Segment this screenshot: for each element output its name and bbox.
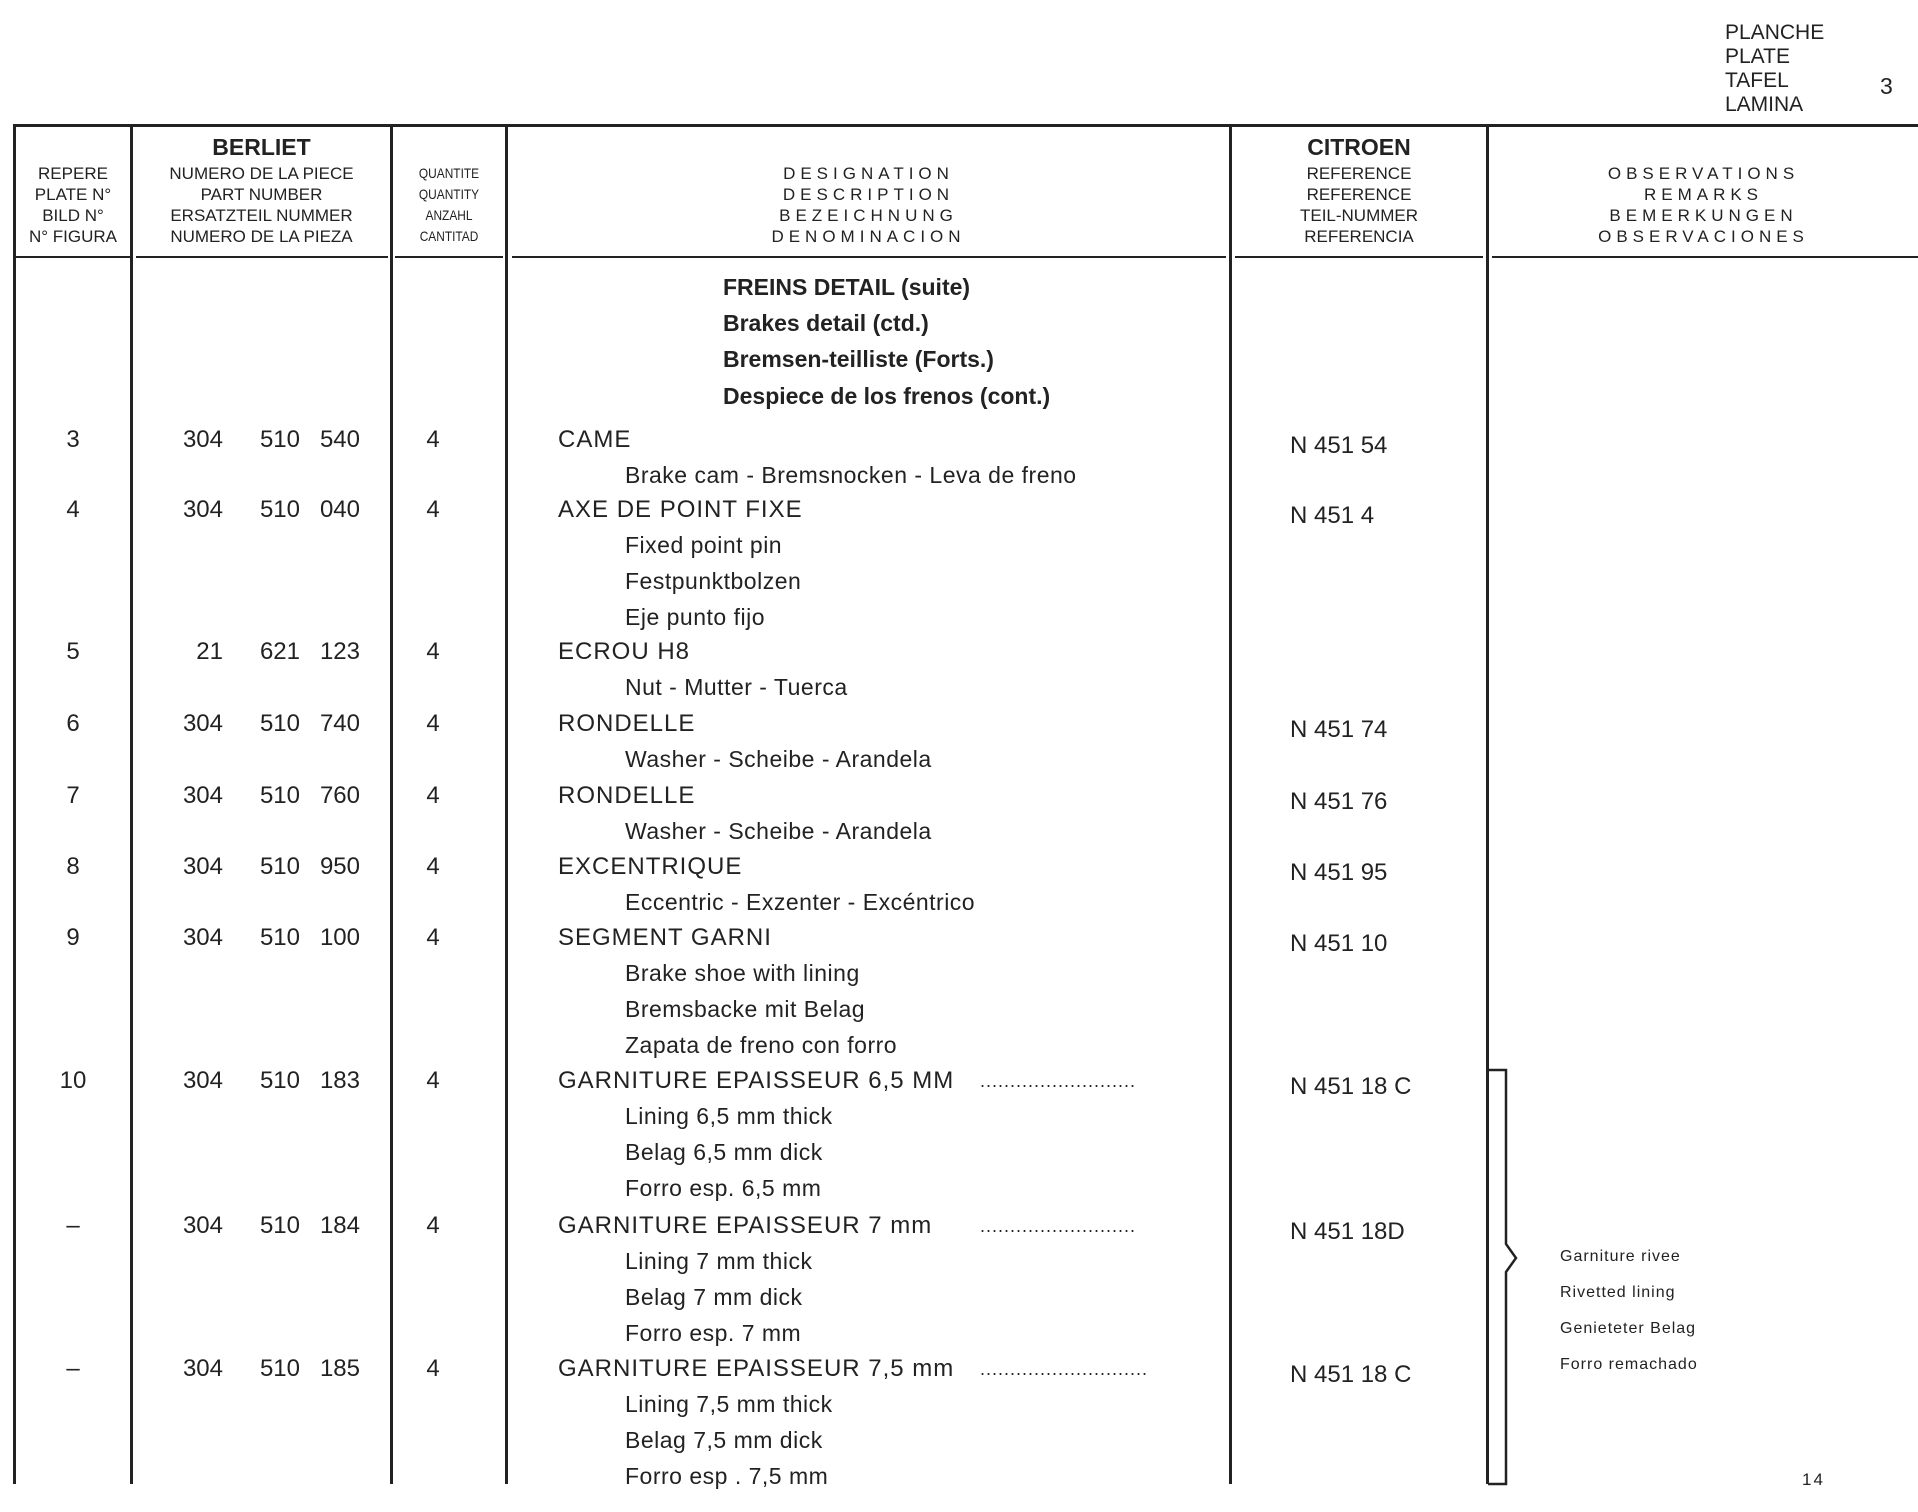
citroen-reference: N 451 54 [1290,432,1388,459]
remark-line: Rivetted lining [1560,1284,1676,1301]
part-number-group: 304 [182,782,223,809]
header-line: REFERENCIA [1304,227,1414,246]
translation-line: Eje punto fijo [625,604,765,630]
part-number-group: 185 [319,1355,360,1382]
part-designation: GARNITURE EPAISSEUR 6,5 MM [558,1067,955,1094]
citroen-reference: N 451 18 C [1290,1073,1412,1100]
part-designation: RONDELLE [558,710,696,737]
quantity-value: 4 [426,496,440,523]
remark-line: Forro remachado [1560,1356,1698,1373]
part-designation: AXE DE POINT FIXE [558,496,803,523]
part-number-group: 950 [319,853,360,880]
part-number-group: 100 [319,924,360,951]
header-observations [1489,163,1918,247]
translation-line: Lining 7 mm thick [625,1248,813,1274]
part-designation: SEGMENT GARNI [558,924,772,951]
part-number-group: 510 [259,853,300,880]
repere-number: 6 [66,710,80,737]
plate-label [1725,21,1824,117]
translation-line: Nut - Mutter - Tuerca [625,674,848,700]
column-divider [1229,124,1232,1484]
repere-number: – [66,1212,80,1239]
translation-line: Washer - Scheibe - Arandela [625,746,932,772]
repere-number: 3 [66,426,80,453]
section-title: FREINS DETAIL (suite) [723,274,971,300]
header-line: NUMERO DE LA PIEZA [170,227,353,246]
part-designation: GARNITURE EPAISSEUR 7 mm [558,1212,933,1239]
part-number-group: 510 [259,710,300,737]
part-designation: EXCENTRIQUE [558,853,743,880]
part-number-group: 304 [182,426,223,453]
header-underline [395,256,503,258]
part-number-group: 304 [182,496,223,523]
header-line: OBSERVACIONES [1598,227,1809,246]
plate-word: TAFEL [1725,69,1789,92]
part-number-group: 184 [319,1212,360,1239]
header-line: N° FIGURA [28,227,118,246]
repere-number: 7 [66,782,80,809]
header-line: DESCRIPTION [782,185,955,204]
header-line: OBSERVATIONS [1607,164,1800,183]
translation-line: Eccentric - Exzenter - Excéntrico [625,889,976,915]
part-number-group: 304 [182,1067,223,1094]
part-designation: RONDELLE [558,782,696,809]
header-line: DENOMINACION [771,227,966,246]
header-part-number [133,163,390,247]
translation-line: Belag 7 mm dick [625,1284,803,1310]
part-designation: CAME [558,426,632,453]
berliet-title: BERLIET [212,134,311,160]
translation-line: Bremsbacke mit Belag [625,996,866,1022]
translation-line: Lining 7,5 mm thick [625,1391,833,1417]
citroen-reference: N 451 74 [1290,716,1388,743]
citroen-reference: N 451 18D [1290,1218,1405,1245]
plate-word: LAMINA [1725,93,1804,116]
header-line: DESIGNATION [783,164,954,183]
header-line: BILD N° [42,206,104,225]
header-line: PLATE N° [34,185,112,204]
part-number-group: 510 [259,1067,300,1094]
citroen-reference: N 451 10 [1290,930,1388,957]
part-number-group: 040 [319,496,360,523]
part-number-group: 21 [196,638,223,665]
header-underline [1235,256,1483,258]
citroen-reference: N 451 76 [1290,788,1388,815]
header-line: QUANTITE [418,165,480,181]
leader-dots: ............................ [980,1359,1149,1379]
leader-dots: .......................... [980,1071,1137,1091]
header-line: BEZEICHNUNG [779,206,958,225]
header-designation [508,163,1229,247]
header-line: REFERENCE [1306,164,1412,183]
header-line: ANZAHL [425,207,473,223]
header-line: REPERE [38,164,108,183]
part-number-group: 304 [182,924,223,951]
section-title: Bremsen-teilliste (Forts.) [723,346,994,372]
citroen-reference: N 451 4 [1290,502,1375,529]
part-number-group: 183 [319,1067,360,1094]
leader-dots: .......................... [980,1216,1137,1236]
part-number-group: 510 [259,782,300,809]
part-number-group: 510 [259,1212,300,1239]
repere-number: 10 [59,1067,87,1094]
repere-number: 9 [66,924,80,951]
part-number-group: 540 [319,426,360,453]
part-number-group: 510 [259,426,300,453]
header-line: REFERENCE [1306,185,1412,204]
part-number-group: 740 [319,710,360,737]
plate-word: PLANCHE [1725,21,1825,44]
header-underline [136,256,388,258]
translation-line: Festpunktbolzen [625,568,802,594]
quantity-value: 4 [426,638,440,665]
translation-line: Belag 6,5 mm dick [625,1139,823,1165]
remark-line: Genieteter Belag [1560,1320,1697,1337]
page-number: 14 [1802,1470,1825,1489]
section-title: Despiece de los frenos (cont.) [723,383,1051,409]
quantity-value: 4 [426,1067,440,1094]
translation-line: Forro esp . 7,5 mm [625,1463,829,1489]
part-number-group: 510 [259,496,300,523]
part-number-group: 510 [259,924,300,951]
header-underline [1492,256,1918,258]
part-number-group: 760 [319,782,360,809]
header-line: CANTITAD [419,228,479,244]
citroen-title: CITROEN [1307,134,1411,160]
part-designation: ECROU H8 [558,638,691,665]
repere-number: 4 [66,496,80,523]
part-number-group: 304 [182,1355,223,1382]
header-line: QUANTITY [418,186,480,202]
header-line: REMARKS [1643,185,1764,204]
column-divider [505,124,508,1484]
part-number-group: 304 [182,1212,223,1239]
translation-line: Washer - Scheibe - Arandela [625,818,932,844]
header-line: BEMERKUNGEN [1609,206,1798,225]
translation-line: Forro esp. 7 mm [625,1320,802,1346]
citroen-reference: N 451 18 C [1290,1361,1412,1388]
part-number-group: 304 [182,853,223,880]
part-number-group: 510 [259,1355,300,1382]
header-line: TEIL-NUMMER [1299,206,1419,225]
translation-line: Lining 6,5 mm thick [625,1103,833,1129]
translation-line: Zapata de freno con forro [625,1032,898,1058]
header-line: NUMERO DE LA PIECE [169,164,354,183]
header-quantity [401,163,496,247]
quantity-value: 4 [426,853,440,880]
section-title: Brakes detail (ctd.) [723,310,929,336]
header-underline [512,256,1226,258]
repere-number: 5 [66,638,80,665]
part-number-group: 621 [259,638,300,665]
part-number-group: 123 [319,638,360,665]
plate-word: PLATE [1725,45,1790,68]
translation-line: Fixed point pin [625,532,783,558]
quantity-value: 4 [426,710,440,737]
translation-line: Brake shoe with lining [625,960,860,986]
repere-number: 8 [66,853,80,880]
translation-line: Belag 7,5 mm dick [625,1427,823,1453]
top-rule [13,124,1918,127]
quantity-value: 4 [426,426,440,453]
part-designation: GARNITURE EPAISSEUR 7,5 mm [558,1355,955,1382]
quantity-value: 4 [426,1355,440,1382]
part-number-group: 304 [182,710,223,737]
citroen-reference: N 451 95 [1290,859,1388,886]
remark-line: Garniture rivee [1560,1248,1681,1265]
header-line: PART NUMBER [200,185,323,204]
bracket-icon [1480,1068,1520,1488]
quantity-value: 4 [426,1212,440,1239]
header-repere [16,163,130,247]
quantity-value: 4 [426,924,440,951]
repere-number: – [66,1355,80,1382]
quantity-value: 4 [426,782,440,809]
header-citroen-reference [1232,163,1486,247]
header-line: ERSATZTEIL NUMMER [170,206,353,225]
translation-line: Brake cam - Bremsnocken - Leva de freno [625,462,1077,488]
translation-line: Forro esp. 6,5 mm [625,1175,822,1201]
header-underline [16,256,130,258]
plate-number: 3 [1880,73,1893,99]
